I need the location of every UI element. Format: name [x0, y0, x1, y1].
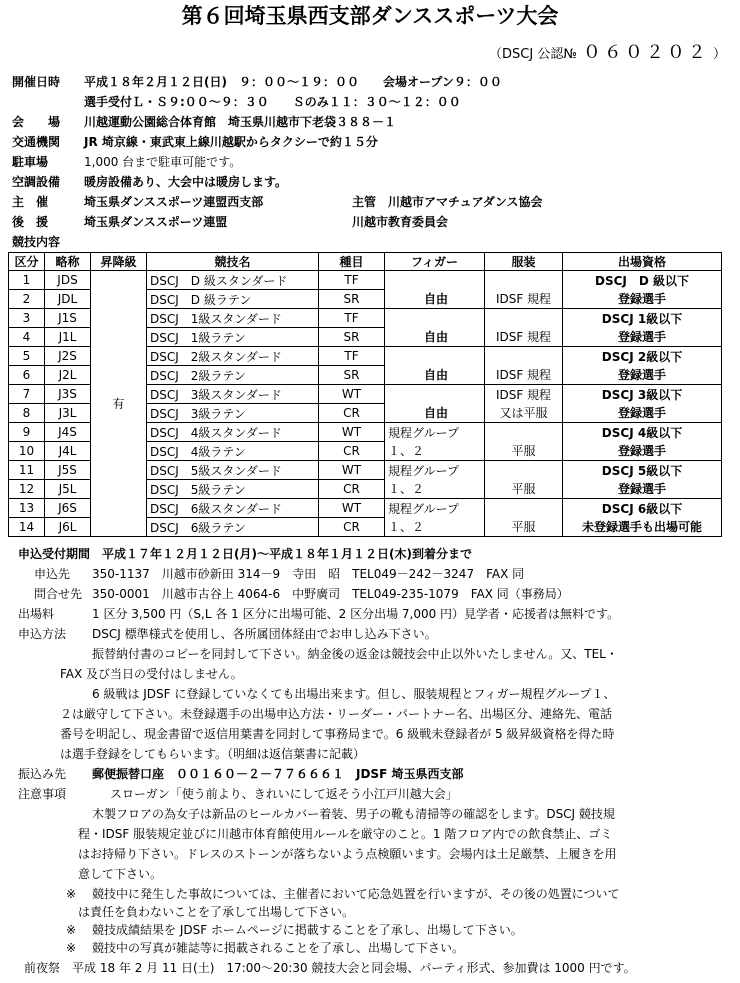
cell-code: J4S: [45, 423, 91, 442]
dress-line-2: IDSF 規程: [495, 329, 552, 344]
dress-line-2: 又は平服: [499, 405, 548, 420]
application-to-label: 申込先: [34, 567, 71, 581]
method-line-2: 振替納付書のコピーを同封して下さい。納金後の返金は競技会中止以外いたしません。又、TEL・: [92, 647, 618, 661]
cell-figure: [385, 271, 485, 309]
eligibility-line-2: 登録選手: [617, 481, 666, 496]
eligibility-line-1: DSCJ 3級以下: [601, 387, 683, 402]
info-value-parking: 1,000 台まで駐車可能です。: [84, 155, 242, 169]
eligibility-line-2: 登録選手: [617, 367, 666, 382]
inquiry-value: 350-0001 川越市古谷上 4064-6 中野廣司 TEL049-235-1079 FAX 同（事務局）: [92, 587, 569, 601]
cell-event-name: DSCJ 1級スタンダード: [147, 309, 319, 328]
cell-dance: TF: [319, 309, 385, 328]
cell-dress: [485, 461, 563, 499]
cell-code: J2S: [45, 347, 91, 366]
eligibility-line-1: DSCJ 1級以下: [601, 311, 683, 326]
cell-code: J3L: [45, 404, 91, 423]
transfer-value: 郵便振替口座 ００１６０－２－７７６６６１ JDSF 埼玉県西支部: [92, 767, 464, 781]
table-row: [9, 271, 722, 290]
cell-dress: [485, 499, 563, 537]
info-label-host: 主 催: [12, 195, 49, 209]
cell-division: 8: [9, 404, 45, 423]
note-text-3: 競技中の写真が雑誌等に掲載されることを了承し、出場して下さい。: [92, 941, 465, 955]
cell-event-name: DSCJ 6級ラテン: [147, 518, 319, 537]
cell-event-name: DSCJ 5級ラテン: [147, 480, 319, 499]
cell-code: JDL: [45, 290, 91, 309]
cell-dance: WT: [319, 461, 385, 480]
dress-line-1: [485, 348, 562, 366]
dress-line-2: 平服: [511, 519, 536, 534]
info-value-host: 埼玉県ダンススポーツ連盟西支部: [84, 195, 264, 209]
info-label-support: 後 援: [12, 215, 49, 229]
header-eligibility: 出場資格: [563, 253, 722, 271]
figure-line-2: 自由: [423, 291, 448, 306]
dress-line-1: [485, 424, 562, 442]
cell-event-name: DSCJ 4級スタンダード: [147, 423, 319, 442]
cell-event-name: DSCJ 3級ラテン: [147, 404, 319, 423]
figure-line-2: １、２: [388, 443, 425, 458]
note-mark-1: ※: [66, 887, 77, 901]
cell-code: J1S: [45, 309, 91, 328]
approval-label: （DSCJ 公認№: [489, 47, 577, 62]
cell-dance: CR: [319, 480, 385, 499]
cell-dance: WT: [319, 499, 385, 518]
cell-code: J5S: [45, 461, 91, 480]
header-dance: 種目: [319, 253, 385, 271]
cell-eligibility: [563, 271, 722, 309]
cell-division: 5: [9, 347, 45, 366]
application-to-value: 350-1137 川越市砂新田 314－9 寺田 昭 TEL049－242－3247 FAX 同: [92, 567, 525, 581]
dress-line-1: [485, 462, 562, 480]
header-dress: 服装: [485, 253, 563, 271]
cell-code: J1L: [45, 328, 91, 347]
cell-promotion: 有: [91, 271, 147, 537]
cell-eligibility: [563, 499, 722, 537]
eligibility-line-2: 未登録選手も出場可能: [581, 519, 702, 534]
figure-line-2: 自由: [423, 405, 448, 420]
info-value-venue: 川越運動公園総合体育館 埼玉県川越市下老袋３８８－１: [84, 115, 397, 129]
cell-dress: [485, 347, 563, 385]
cell-figure: [385, 461, 485, 499]
approval-close: ）: [712, 47, 726, 62]
header-event-name: 競技名: [147, 253, 319, 271]
application-period: 申込受付期間 平成１７年１２月１２日(月)～平成１８年１月１２日(木)到着分まで: [18, 547, 472, 561]
eligibility-line-1: DSCJ 6級以下: [601, 501, 683, 516]
notice-line-2: 程・IDSF 服装規定並びに川越市体育館使用ルールを厳守のこと。1 階フロア内での飲食禁止、ゴミ: [78, 827, 613, 841]
eligibility-line-2: 登録選手: [617, 405, 666, 420]
cell-figure: [385, 423, 485, 461]
info-value-reception: 選手受付Ｌ・Ｓ９:００～９：３０ Ｓのみ１１：３０～１２：００: [84, 95, 461, 109]
info-value-date: 平成１８年２月１２日(日) ９：００～１９：００ 会場オープン９：００: [84, 75, 502, 89]
info-label-date: 開催日時: [12, 75, 61, 89]
cell-division: 6: [9, 366, 45, 385]
eligibility-line-1: DSCJ D 級以下: [594, 273, 689, 288]
notice-label: 注意事項: [18, 787, 67, 801]
inquiry-label: 問合せ先: [34, 587, 83, 601]
cell-eligibility: [563, 347, 722, 385]
cell-dance: CR: [319, 404, 385, 423]
cell-division: 7: [9, 385, 45, 404]
info-value-support: 埼玉県ダンススポーツ連盟: [84, 215, 228, 229]
transfer-label: 振込み先: [18, 767, 67, 781]
dress-line-1: [485, 272, 562, 290]
method-line-3: FAX 及び当日の受付はしません。: [60, 667, 243, 681]
events-table: [8, 252, 722, 537]
header-promotion: 昇降級: [91, 253, 147, 271]
cell-event-name: DSCJ D 級ラテン: [147, 290, 319, 309]
cell-eligibility: [563, 461, 722, 499]
cell-event-name: DSCJ 2級スタンダード: [147, 347, 319, 366]
cell-event-name: DSCJ 5級スタンダード: [147, 461, 319, 480]
cell-code: J4L: [45, 442, 91, 461]
cell-dance: CR: [319, 442, 385, 461]
info-label-venue: 会 場: [12, 115, 61, 129]
cell-figure: [385, 347, 485, 385]
cell-dance: SR: [319, 366, 385, 385]
cell-event-name: DSCJ 6級スタンダード: [147, 499, 319, 518]
cell-code: J2L: [45, 366, 91, 385]
cell-division: 9: [9, 423, 45, 442]
cell-dance: SR: [319, 290, 385, 309]
note-mark-3: ※: [66, 941, 77, 955]
cell-dress: [485, 309, 563, 347]
dress-line-2: 平服: [511, 443, 536, 458]
note-text-1b: は責任を負わないことを了承して出場して下さい。: [78, 905, 355, 919]
figure-line-1: [388, 386, 484, 404]
figure-line-2: 自由: [423, 367, 448, 382]
note-text-2: 競技成績結果を JDSF ホームページに掲載することを了承し、出場して下さい。: [92, 923, 523, 937]
method-line-5: ２は厳守して下さい。未登録選手の出場申込方法・リーダー・パートナー名、出場区分、連絡先、電話: [60, 707, 613, 721]
figure-line-1: [388, 310, 484, 328]
figure-line-2: １、２: [388, 481, 425, 496]
cell-event-name: DSCJ 4級ラテン: [147, 442, 319, 461]
method-line-6: 番号を明記し、現金書留で返信用葉書を同封して事務局まで。6 級戦未登録者が 5 級昇級資格を得た時: [60, 727, 615, 741]
dress-line-2: IDSF 規程: [495, 291, 552, 306]
cell-dance: WT: [319, 423, 385, 442]
eligibility-line-1: DSCJ 2級以下: [601, 349, 683, 364]
cell-division: 14: [9, 518, 45, 537]
note-mark-2: ※: [66, 923, 77, 937]
approval-number: [489, 44, 726, 62]
info-label-parking: 駐車場: [12, 155, 49, 169]
dress-line-2: 平服: [511, 481, 536, 496]
cell-eligibility: [563, 423, 722, 461]
cell-eligibility: [563, 309, 722, 347]
cell-division: 3: [9, 309, 45, 328]
cell-dance: TF: [319, 347, 385, 366]
figure-line-1: 規程グループ: [388, 463, 460, 478]
figure-line-2: 自由: [423, 329, 448, 344]
method-line-4: 6 級戦は JDSF に登録していなくても出場出来ます。但し、服装規程とフィガー規程グループ１、: [92, 687, 616, 701]
eve-party: 前夜祭 平成 18 年 2 月 11 日(土) 17:00～20:30 競技大会と同会場、パーティ形式、参加費は 1000 円です。: [24, 961, 636, 975]
approval-code: ０６０２０２: [582, 42, 709, 63]
cell-figure: [385, 309, 485, 347]
dress-line-2: IDSF 規程: [495, 367, 552, 382]
eligibility-line-2: 登録選手: [617, 329, 666, 344]
method-line-7: は選手登録をしてもらいます。（明細は返信葉書に記載）: [60, 747, 366, 761]
notice-slogan: スローガン「使う前より、きれいにして返そう小江戸川越大会」: [110, 787, 458, 801]
cell-figure: [385, 385, 485, 423]
cell-division: 2: [9, 290, 45, 309]
fee-value: 1 区分 3,500 円（S,L 各 1 区分に出場可能、2 区分出場 7,000 円）見学者・応援者は無料です。: [92, 607, 620, 621]
notice-line-1: 木製フロアの為女子は新品のヒールカバー着装、男子の靴も清掃等の確認をします。DSCJ 競技規: [92, 807, 615, 821]
cell-event-name: DSCJ 2級ラテン: [147, 366, 319, 385]
eligibility-line-2: 登録選手: [617, 291, 666, 306]
notice-line-3: はお持帰り下さい。ドレスのストーンが落ちないよう点検願います。会場内は土足厳禁、上履きを用: [78, 847, 617, 861]
cell-eligibility: [563, 385, 722, 423]
info-label-events: 競技内容: [12, 235, 61, 249]
figure-line-1: 規程グループ: [388, 501, 460, 516]
cell-division: 4: [9, 328, 45, 347]
header-division: 区分: [9, 253, 45, 271]
cell-dress: [485, 423, 563, 461]
table-header-row: [9, 253, 722, 271]
figure-line-1: [388, 348, 484, 366]
info-label-aircon: 空調設備: [12, 175, 61, 189]
figure-line-2: １、２: [388, 519, 425, 534]
cell-division: 11: [9, 461, 45, 480]
cell-dress: [485, 271, 563, 309]
fee-label: 出場料: [18, 607, 55, 621]
eligibility-line-2: 登録選手: [617, 443, 666, 458]
cell-code: J3S: [45, 385, 91, 404]
cell-division: 1: [9, 271, 45, 290]
figure-line-1: 規程グループ: [388, 425, 460, 440]
method-label: 申込方法: [18, 627, 67, 641]
cell-event-name: DSCJ 3級スタンダード: [147, 385, 319, 404]
dress-line-1: [485, 310, 562, 328]
cell-dance: CR: [319, 518, 385, 537]
info-label-transport: 交通機関: [12, 135, 61, 149]
info-value-organizer: 主管 川越市アマチュアダンス協会: [352, 195, 543, 209]
dress-line-1: IDSF 規程: [495, 387, 552, 402]
cell-dance: TF: [319, 271, 385, 290]
cell-dress: [485, 385, 563, 423]
cell-division: 12: [9, 480, 45, 499]
cell-code: JDS: [45, 271, 91, 290]
info-value-aircon: 暖房設備あり、大会中は暖房します。: [84, 175, 288, 189]
info-value-support2: 川越市教育委員会: [352, 215, 449, 229]
info-value-transport: JR 埼京線・東武東上線川越駅からタクシーで約１５分: [84, 135, 378, 149]
cell-division: 10: [9, 442, 45, 461]
notice-line-4: 意して下さい。: [78, 867, 163, 881]
method-line-1: DSCJ 標準様式を使用し、各所属団体経由でお申し込み下さい。: [92, 627, 437, 641]
cell-code: J6L: [45, 518, 91, 537]
cell-dance: WT: [319, 385, 385, 404]
eligibility-line-1: DSCJ 5級以下: [601, 463, 683, 478]
eligibility-line-1: DSCJ 4級以下: [601, 425, 683, 440]
cell-division: 13: [9, 499, 45, 518]
header-code: 略称: [45, 253, 91, 271]
header-figure: フィガー: [385, 253, 485, 271]
cell-code: J5L: [45, 480, 91, 499]
figure-line-1: [388, 272, 484, 290]
cell-figure: [385, 499, 485, 537]
cell-dance: SR: [319, 328, 385, 347]
cell-event-name: DSCJ 1級ラテン: [147, 328, 319, 347]
dress-line-1: [485, 500, 562, 518]
note-text-1: 競技中に発生した事故については、主催者において応急処置を行いますが、その後の処置について: [92, 887, 620, 901]
cell-event-name: DSCJ D 級スタンダード: [147, 271, 319, 290]
document-title: 第６回埼玉県西支部ダンススポーツ大会: [181, 4, 559, 28]
cell-code: J6S: [45, 499, 91, 518]
